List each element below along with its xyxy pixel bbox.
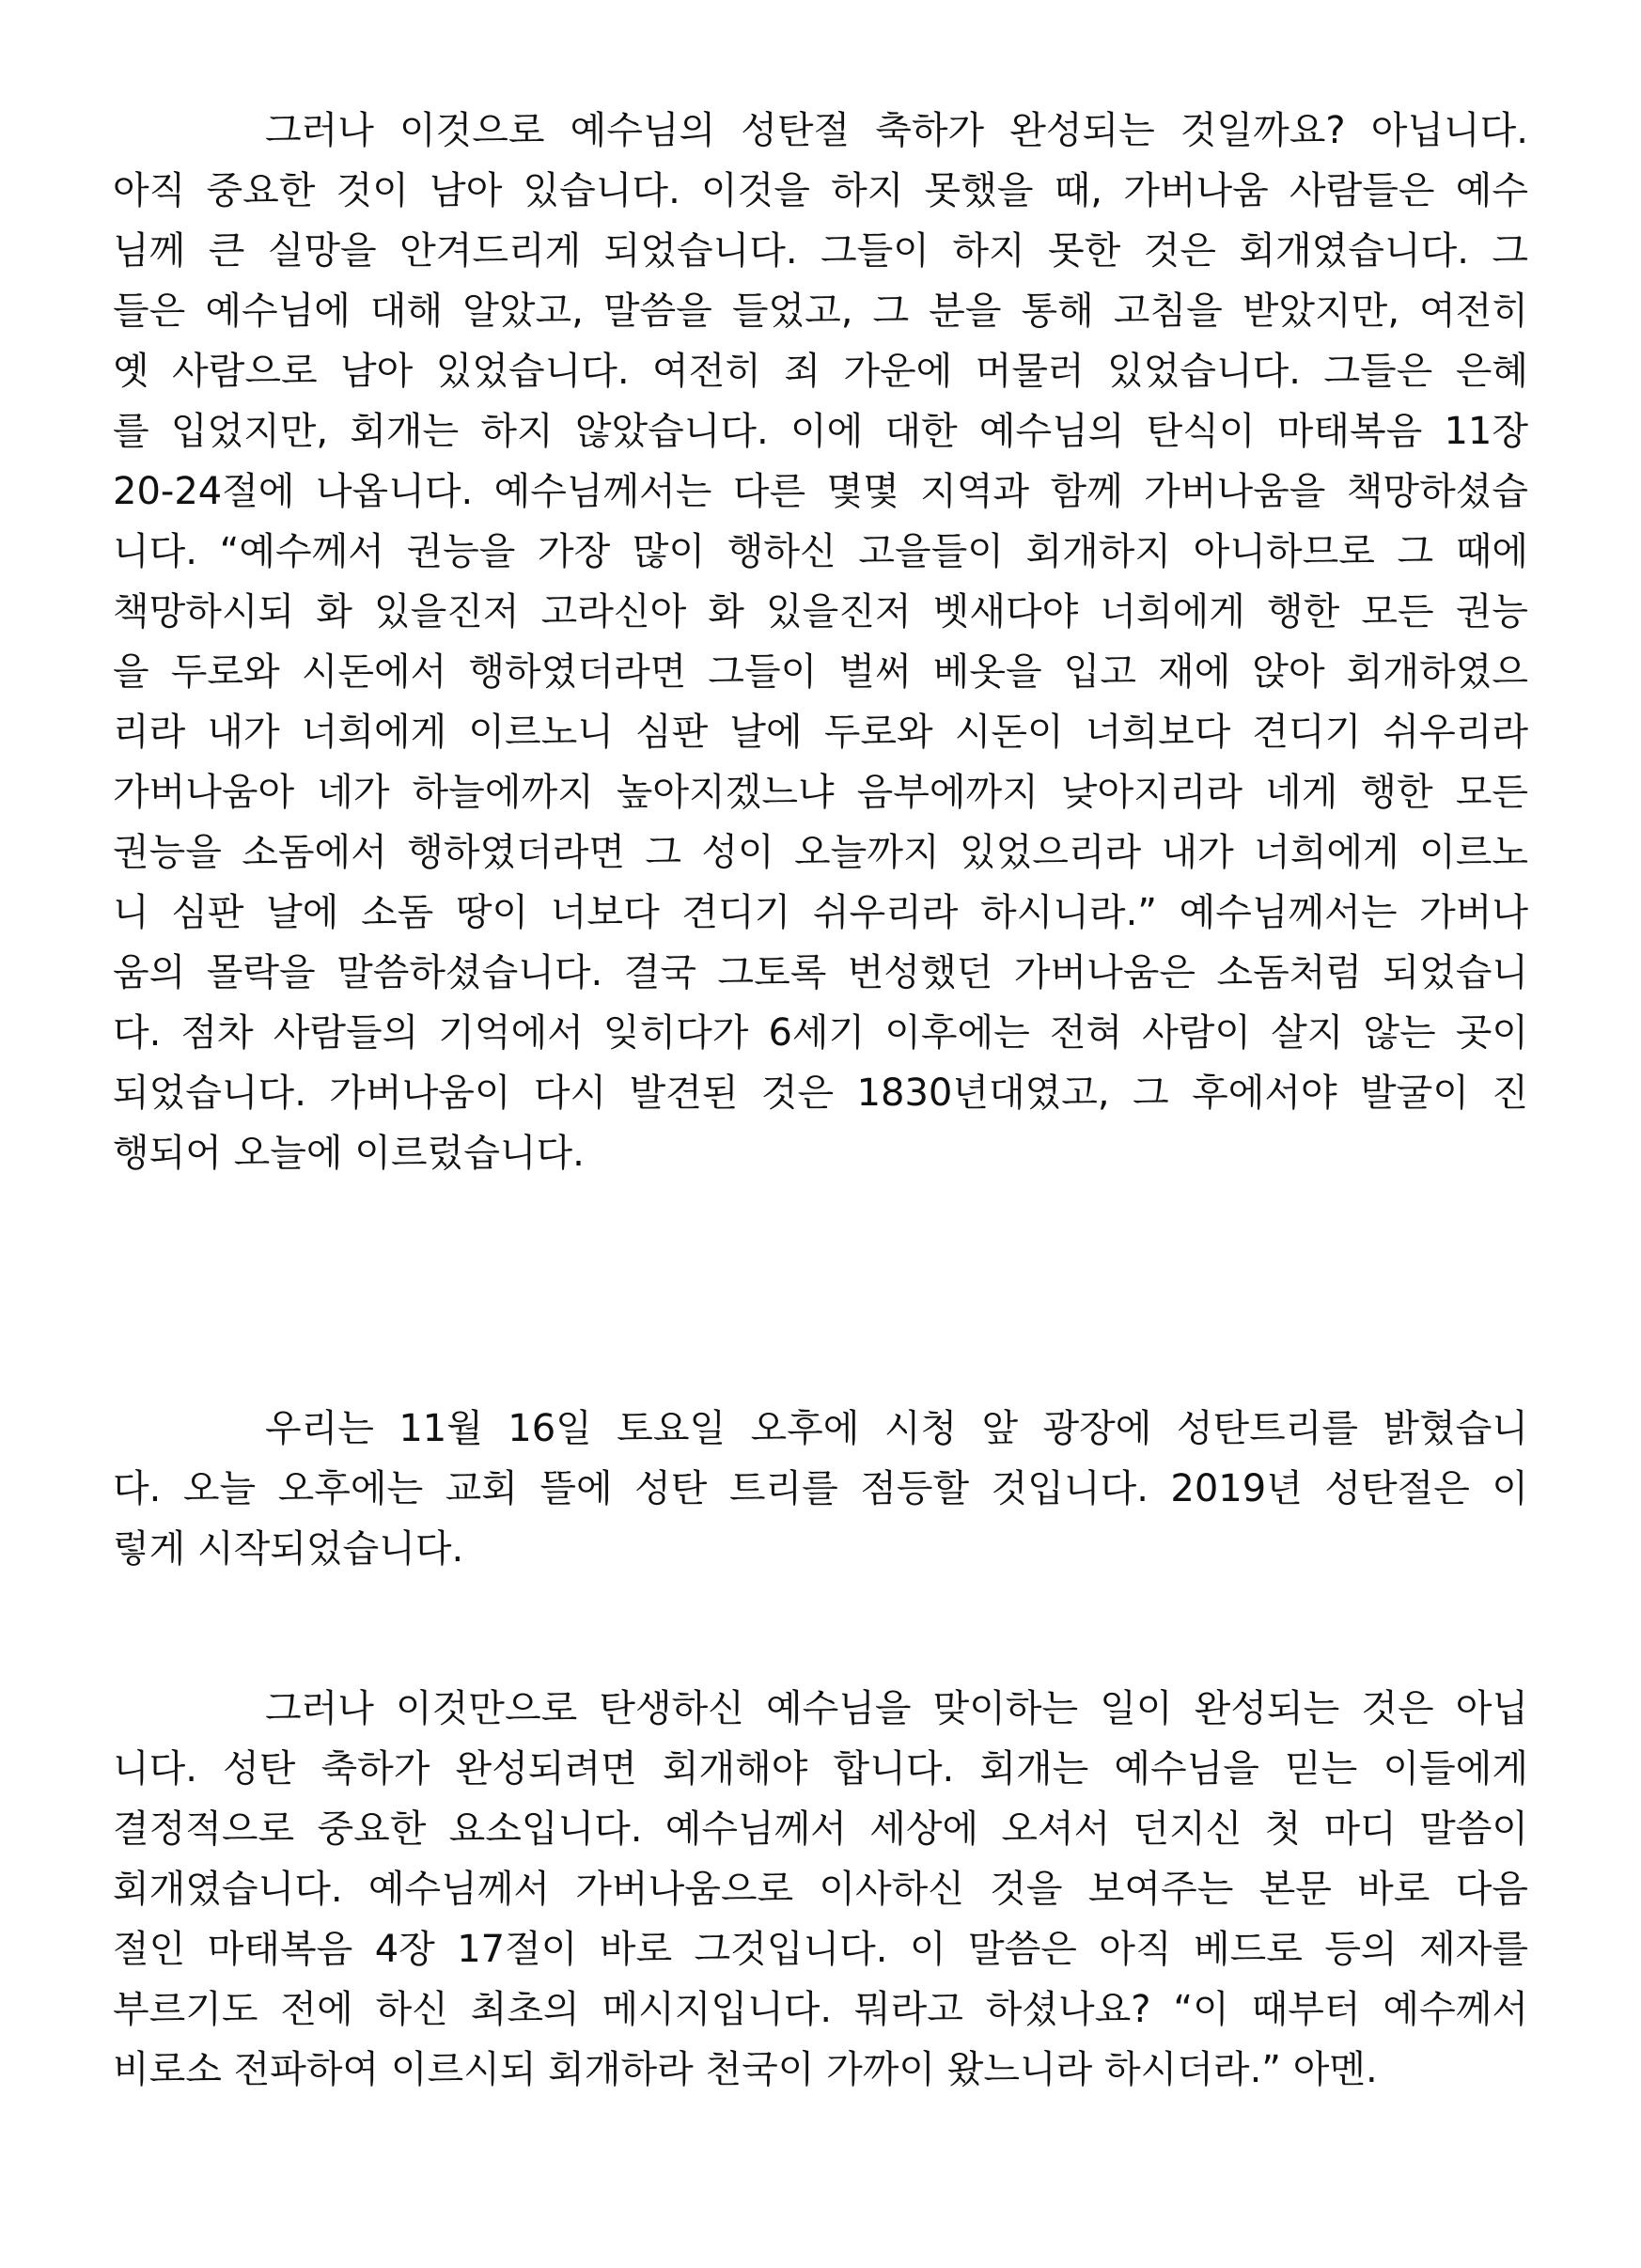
text-line: 회개였습니다. 예수님께서 가버나움으로 이사하신 것을 보여주는 본문 바로 다음: [113, 1868, 1528, 1911]
paragraph-2: [113, 1399, 1528, 1579]
text-line: 아직 중요한 것이 남아 있습니다. 이것을 하지 못했을 때, 가버나움 사람들은 예수: [113, 169, 1528, 212]
text-line: 권능을 소돔에서 행하였더라면 그 성이 오늘까지 있었으리라 내가 너희에게 이르노: [113, 831, 1528, 874]
text-line: 비로소 전파하여 이르시되 회개하라 천국이 가까이 왔느니라 하시더라.” 아멘.: [113, 2048, 1378, 2091]
text-line: 절인 마태복음 4장 17절이 바로 그것입니다. 이 말씀은 아직 베드로 등의 제자를: [113, 1928, 1528, 1971]
text-line: 그러나 이것으로 예수님의 성탄절 축하가 완성되는 것일까요? 아닙니다.: [265, 109, 1528, 152]
text-line: 니다. 성탄 축하가 완성되려면 회개해야 합니다. 회개는 예수님을 믿는 이들에게: [113, 1747, 1528, 1791]
text-line: 다. 오늘 오후에는 교회 뜰에 성탄 트리를 점등할 것입니다. 2019년 성탄절은 이: [113, 1467, 1528, 1510]
text-line: 들은 예수님에 대해 알았고, 말씀을 들었고, 그 분을 통해 고침을 받았지만, 여전히: [113, 289, 1528, 333]
text-line: 부르기도 전에 하신 최초의 메시지입니다. 뭐라고 하셨나요? “이 때부터 예수께서: [113, 1988, 1528, 2031]
text-line: 다. 점차 사람들의 기억에서 잊히다가 6세기 이후에는 전혀 사람이 살지 않는 곳이: [113, 1011, 1528, 1055]
paragraph-1: [113, 101, 1528, 1183]
text-line: 그러나 이것만으로 탄생하신 예수님을 맞이하는 일이 완성되는 것은 아닙: [265, 1687, 1528, 1730]
text-line: 를 입었지만, 회개는 하지 않았습니다. 이에 대한 예수님의 탄식이 마태복음 11장: [113, 410, 1528, 453]
text-line: 책망하시되 화 있을진저 고라신아 화 있을진저 벳새다야 너희에게 행한 모든 권능: [113, 590, 1528, 633]
document-page: [113, 0, 1528, 2268]
text-line: 가버나움아 네가 하늘에까지 높아지겠느냐 음부에까지 낮아지리라 네게 행한 모든: [113, 771, 1528, 814]
text-line: 니 심판 날에 소돔 땅이 너보다 견디기 쉬우리라 하시니라.” 예수님께서는 가버나: [113, 891, 1528, 934]
text-line: 니다. “예수께서 권능을 가장 많이 행하신 고을들이 회개하지 아니하므로 그 때에: [113, 530, 1528, 573]
text-line: 리라 내가 너희에게 이르노니 심판 날에 두로와 시돈이 너희보다 견디기 쉬우리라: [113, 711, 1528, 754]
text-line: 결정적으로 중요한 요소입니다. 예수님께서 세상에 오셔서 던지신 첫 마디 말씀이: [113, 1807, 1528, 1851]
paragraph-3: [113, 1679, 1528, 2100]
text-line: 되었습니다. 가버나움이 다시 발견된 것은 1830년대였고, 그 후에서야 발굴이 진: [113, 1071, 1528, 1115]
text-line: 행되어 오늘에 이르렀습니다.: [113, 1132, 585, 1175]
text-line: 을 두로와 시돈에서 행하였더라면 그들이 벌써 베옷을 입고 재에 앉아 회개하였으: [113, 650, 1528, 694]
text-line: 움의 몰락을 말씀하셨습니다. 결국 그토록 번성했던 가버나움은 소돔처럼 되었습니: [113, 951, 1528, 994]
text-line: 님께 큰 실망을 안겨드리게 되었습니다. 그들이 하지 못한 것은 회개였습니다. 그: [113, 229, 1528, 273]
text-line: 20-24절에 나옵니다. 예수님께서는 다른 몇몇 지역과 함께 가버나움을 책망하셨습: [113, 470, 1528, 513]
text-line: 우리는 11월 16일 토요일 오후에 시청 앞 광장에 성탄트리를 밝혔습니: [265, 1407, 1528, 1450]
text-line: 옛 사람으로 남아 있었습니다. 여전히 죄 가운에 머물러 있었습니다. 그들은 은혜: [113, 350, 1528, 393]
text-line: 렇게 시작되었습니다.: [113, 1527, 464, 1571]
